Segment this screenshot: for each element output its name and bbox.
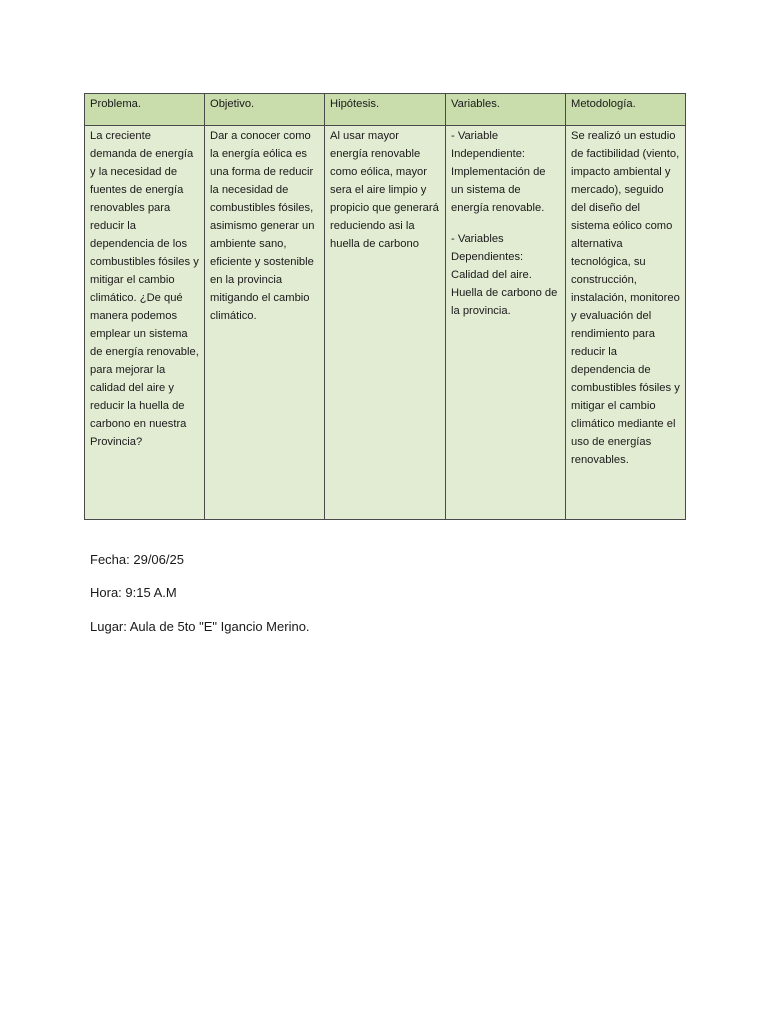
header-problema: Problema.: [85, 94, 205, 126]
objetivo-text: Dar a conocer como la energía eólica es una forma de reducir la necesidad de combustibles fósiles, asimismo generar un ambiente sano, eficiente y sostenible en la provincia mitigando el cambio climático.: [210, 130, 315, 322]
header-objetivo: Objetivo.: [205, 94, 325, 126]
table-header-row: [85, 94, 686, 126]
header-metodologia: Metodología.: [566, 94, 686, 126]
variables-dependientes-text: - Variables Dependientes: Calidad del aire. Huella de carbono de la provincia.: [451, 233, 558, 317]
problema-text: La creciente demanda de energía y la necesidad de fuentes de energía renovables para reducir la dependencia de los combustibles fósiles y mitigar el cambio climático. ¿De qué manera podemos emplear un sistema de energía renovable, para mejorar la calidad del aire y reducir la huella de carbono en nuestra Provincia?: [90, 130, 199, 448]
hora-line: Hora: 9:15 A.M: [90, 585, 177, 600]
lugar-line: Lugar: Aula de 5to "E" Igancio Merino.: [90, 619, 310, 634]
cell-objetivo: [205, 126, 325, 520]
metodologia-text: Se realizó un estudio de factibilidad (viento, impacto ambiental y mercado), seguido del diseño del sistema eólico como alternativa tecnológica, su construcción, instalación, monitoreo y evaluación del rendimiento para reducir la dependencia de combustibles fósiles y mitigar el cambio climático mediante el uso de energías renovables.: [571, 130, 680, 466]
header-hipotesis: Hipótesis.: [325, 94, 446, 126]
table-row: [85, 126, 686, 520]
cell-hipotesis: [325, 126, 446, 520]
research-table: [84, 93, 686, 520]
cell-variables: [446, 126, 566, 520]
cell-problema: [85, 126, 205, 520]
header-variables: Variables.: [446, 94, 566, 126]
hipotesis-text: Al usar mayor energía renovable como eólica, mayor sera el aire limpio y propicio que generará reduciendo asi la huella de carbono: [330, 130, 439, 250]
cell-metodologia: [566, 126, 686, 520]
fecha-line: Fecha: 29/06/25: [90, 552, 184, 567]
variable-independiente-text: - Variable Independiente: Implementación de un sistema de energía renovable.: [451, 130, 546, 214]
